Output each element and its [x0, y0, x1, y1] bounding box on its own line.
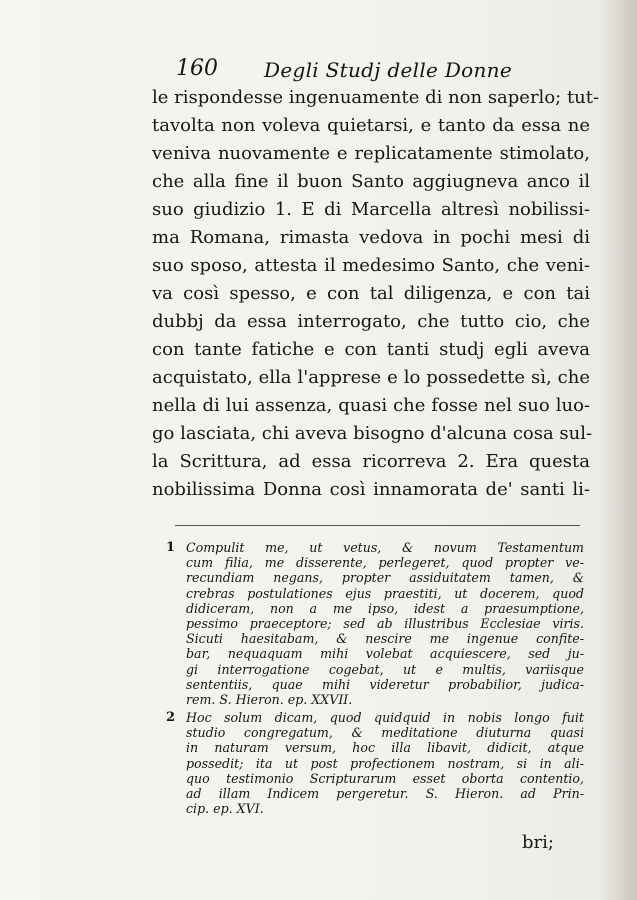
footnote-rule	[175, 525, 580, 526]
text-line: acquistato, ella l'apprese e lo possedette sì, che	[152, 367, 590, 388]
footnote-line: sententiis, quae mihi videretur probabilior, judica-	[186, 676, 584, 692]
footnote-line: Compulit me, ut vetus, & novum Testamentum	[186, 540, 584, 555]
text-line: dubbj da essa interrogato, che tutto cio, che	[152, 311, 590, 332]
text-line: suo giudizio 1. E di Marcella altresì nobilissi-	[152, 199, 590, 220]
footnote-line: in naturam versum, hoc illa libavit, didicit, atque	[186, 740, 584, 756]
footnote-line: didiceram, non a me ipso, idest a praesumptione,	[186, 600, 584, 616]
footnote-line: possedit; ita ut post profectionem nostram, si in ali-	[186, 755, 584, 771]
page-gutter-shadow	[603, 0, 637, 900]
text-line: va così spesso, e con tal diligenza, e con tai	[152, 283, 590, 304]
footnote-line: rem. S. Hieron. ep. XXVII.	[186, 692, 353, 707]
text-line: tavolta non voleva quietarsi, e tanto da essa ne	[152, 115, 590, 136]
footnote-line: Hoc solum dicam, quod quidquid in nobis longo fuit	[186, 710, 584, 725]
running-head	[176, 56, 513, 84]
footnote-line: Sicuti haesitabam, & nescire me ingenue confite-	[186, 631, 584, 647]
footnote-line: quo testimonio Scripturarum esset oborta contentio,	[186, 770, 584, 786]
text-line: le rispondesse ingenuamente di non saperlo; tut-	[152, 87, 600, 108]
running-title: Degli Studj delle Donne	[264, 58, 513, 82]
text-line: go lasciata, chi aveva bisogno d'alcuna cosa sul-	[152, 423, 593, 444]
text-line: suo sposo, attesta il medesimo Santo, che veni-	[152, 255, 590, 276]
catchword: bri;	[522, 832, 554, 853]
footnote-marker: 1	[166, 540, 176, 555]
page-number: 160	[176, 56, 218, 81]
footnote-line: pessimo praeceptore; sed ab illustribus Ecclesiae viris.	[186, 616, 584, 631]
footnote-line: studio congregatum, & meditatione diuturna quasi	[186, 725, 584, 741]
footnote-line: gi interrogatione cogebat, ut e multis, variisque	[186, 661, 584, 677]
footnote-line: cip. ep. XVI.	[186, 801, 264, 817]
text-line: ma Romana, rimasta vedova in pochi mesi di	[152, 227, 590, 248]
text-line: che alla fine il buon Santo aggiugneva anco il	[152, 171, 590, 192]
text-line: nella di lui assenza, quasi che fosse nel suo luo-	[152, 395, 590, 416]
footnote-line: recundiam negans, propter assiduitatem tamen, &	[186, 570, 584, 586]
text-line: con tante fatiche e con tanti studj egli aveva	[152, 339, 590, 360]
text-line: nobilissima Donna così innamorata de' santi li-	[152, 479, 590, 500]
text-line: veniva nuovamente e replicatamente stimolato,	[152, 143, 590, 164]
footnote-line: crebras postulationes ejus praestiti, ut docerem, quod	[186, 585, 584, 601]
footnote-line: ad illam Indicem pergeretur. S. Hieron. ad Prin-	[186, 786, 584, 801]
footnote-line: cum filia, me disserente, perlegeret, quod propter ve-	[186, 555, 584, 571]
footnote-marker: 2	[166, 710, 176, 725]
footnote-line: bar, nequaquam mihi volebat acquiescere, sed ju-	[186, 646, 584, 662]
text-line: la Scrittura, ad essa ricorreva 2. Era questa	[152, 451, 590, 472]
